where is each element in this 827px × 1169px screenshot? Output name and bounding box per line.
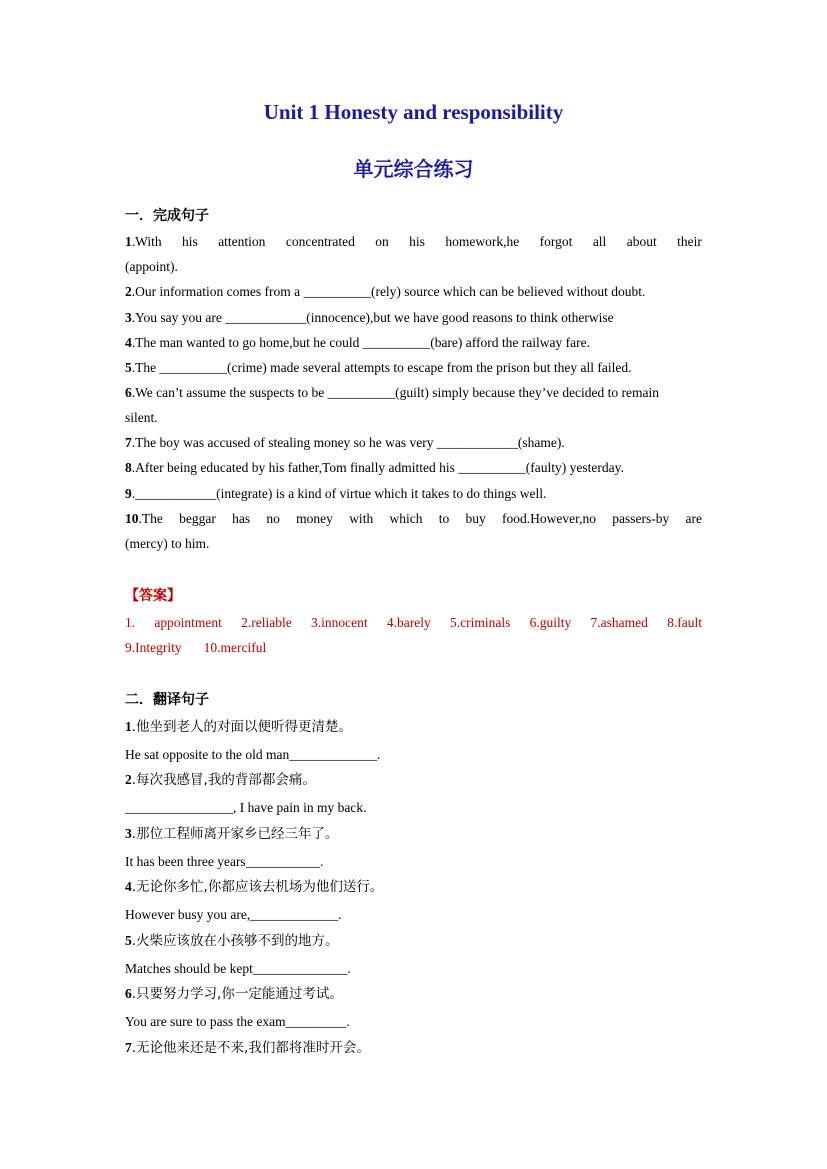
s1-item-2: 2.Our information comes from a __________(rely) source which can be believed without doubt. bbox=[125, 284, 646, 299]
s1-item-1-line2: (appoint). bbox=[125, 259, 178, 274]
answers-line2: 9.Integrity 10.merciful bbox=[125, 640, 267, 655]
s2-item-4-cn: 4.无论你多忙,你都应该去机场为他们送行。 bbox=[125, 879, 384, 895]
s2-item-5-en: Matches should be kept______________. bbox=[125, 961, 351, 976]
section1-heading: 一．完成句子 bbox=[125, 208, 209, 224]
s1-item-4: 4.The man wanted to go home,but he could __________(bare) afford the railway fare. bbox=[125, 335, 590, 350]
s2-item-4-en: However busy you are,_____________. bbox=[125, 907, 342, 922]
s1-item-9: 9.____________(integrate) is a kind of virtue which it takes to do things well. bbox=[125, 486, 547, 501]
s2-item-2-en: ________________, I have pain in my back. bbox=[125, 800, 367, 815]
answer-tag: 【答案】 bbox=[125, 588, 181, 604]
s1-item-3: 3.You say you are ____________(innocence),but we have good reasons to think otherwise bbox=[125, 310, 614, 325]
s2-item-6-en: You are sure to pass the exam_________. bbox=[125, 1014, 350, 1029]
s2-item-1-en: He sat opposite to the old man_____________. bbox=[125, 747, 381, 762]
s1-item-6: 6.We can’t assume the suspects to be __________(guilt) simply because they’ve decided to remain bbox=[125, 385, 660, 400]
answers-line1: 1. appointment 2.reliable 3.innocent 4.barely 5.criminals 6.guilty 7.ashamed 8.fault bbox=[125, 615, 702, 630]
s2-item-2-cn: 2.每次我感冒,我的背部都会痛。 bbox=[125, 772, 316, 788]
s1-item-6-line2: silent. bbox=[125, 410, 158, 425]
s2-item-7-cn: 7.无论他来还是不来,我们都将准时开会。 bbox=[125, 1040, 370, 1056]
s2-item-6-cn: 6.只要努力学习,你一定能通过考试。 bbox=[125, 986, 343, 1002]
s1-item-10-line2: (mercy) to him. bbox=[125, 536, 210, 551]
s1-item-10-line1: 10.The beggar has no money with which to buy food.However,no passers-by are bbox=[125, 511, 702, 526]
section2-heading: 二．翻译句子 bbox=[125, 692, 209, 708]
s2-item-1-cn: 1.他坐到老人的对面以便听得更清楚。 bbox=[125, 719, 353, 735]
s1-item-1-line1: 1.With his attention concentrated on his homework,he forgot all about their bbox=[125, 234, 702, 249]
s2-item-5-cn: 5.火柴应该放在小孩够不到的地方。 bbox=[125, 933, 339, 949]
s2-item-3-en: It has been three years___________. bbox=[125, 854, 324, 869]
document-subtitle: 单元综合练习 bbox=[353, 157, 474, 181]
document-title: Unit 1 Honesty and responsibility bbox=[263, 100, 564, 124]
s2-item-3-cn: 3.那位工程师离开家乡已经三年了。 bbox=[125, 826, 339, 842]
s1-item-5: 5.The __________(crime) made several attempts to escape from the prison but they all failed. bbox=[125, 360, 632, 375]
s1-item-7: 7.The boy was accused of stealing money so he was very ____________(shame). bbox=[125, 435, 565, 450]
s1-item-8: 8.After being educated by his father,Tom finally admitted his __________(faulty) yesterday. bbox=[125, 460, 624, 475]
